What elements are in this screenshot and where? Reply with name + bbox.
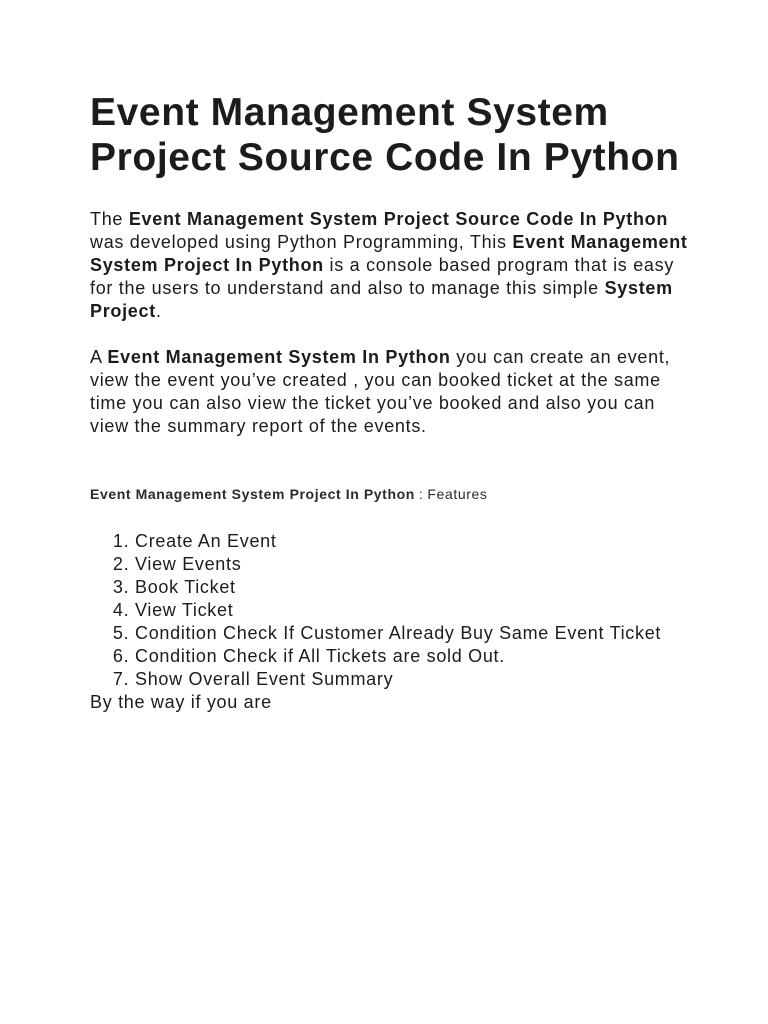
feature-item: 7. Show Overall Event Summary: [135, 668, 690, 691]
intro-bold-3: System Project: [90, 278, 673, 321]
intro-text-1: The: [90, 209, 129, 229]
features-heading-bold: Event Management System Project In Python: [90, 486, 415, 502]
intro-bold-2: Event Management System Project In Python: [90, 232, 688, 275]
intro-text-3: is a console based program that is easy for the users to understand and also to manage this simple: [90, 255, 675, 298]
feature-item: 1. Create An Event: [135, 530, 690, 553]
description-bold-1: Event Management System In Python: [107, 347, 451, 367]
feature-item: 6. Condition Check if All Tickets are sold Out.: [135, 645, 690, 668]
features-heading-label: Features: [427, 486, 488, 502]
feature-item: 2. View Events: [135, 553, 690, 576]
page-title: Event Management System Project Source Code In Python: [90, 91, 680, 179]
features-list: [90, 530, 690, 691]
document-page: [90, 90, 690, 714]
feature-item: 4. View Ticket: [135, 599, 690, 622]
trailing-text: By the way if you are: [90, 692, 272, 712]
features-heading-separator: :: [418, 486, 424, 502]
intro-text-2: was developed using Python Programming, This: [90, 232, 513, 252]
intro-bold-1: Event Management System Project Source Code In Python: [128, 209, 669, 229]
feature-item: 3. Book Ticket: [135, 576, 690, 599]
description-text-2: you can create an event, view the event you’ve created , you can booked ticket at the same time you can also view the ticket you’ve booked and also you can view the summary report of the events.: [90, 347, 671, 436]
intro-paragraph: [90, 208, 690, 323]
feature-item: 5. Condition Check If Customer Already Buy Same Event Ticket: [135, 622, 690, 645]
description-text-1: A: [90, 347, 108, 367]
description-paragraph: [90, 346, 690, 438]
features-heading: [90, 485, 690, 503]
intro-text-4: .: [155, 301, 162, 321]
